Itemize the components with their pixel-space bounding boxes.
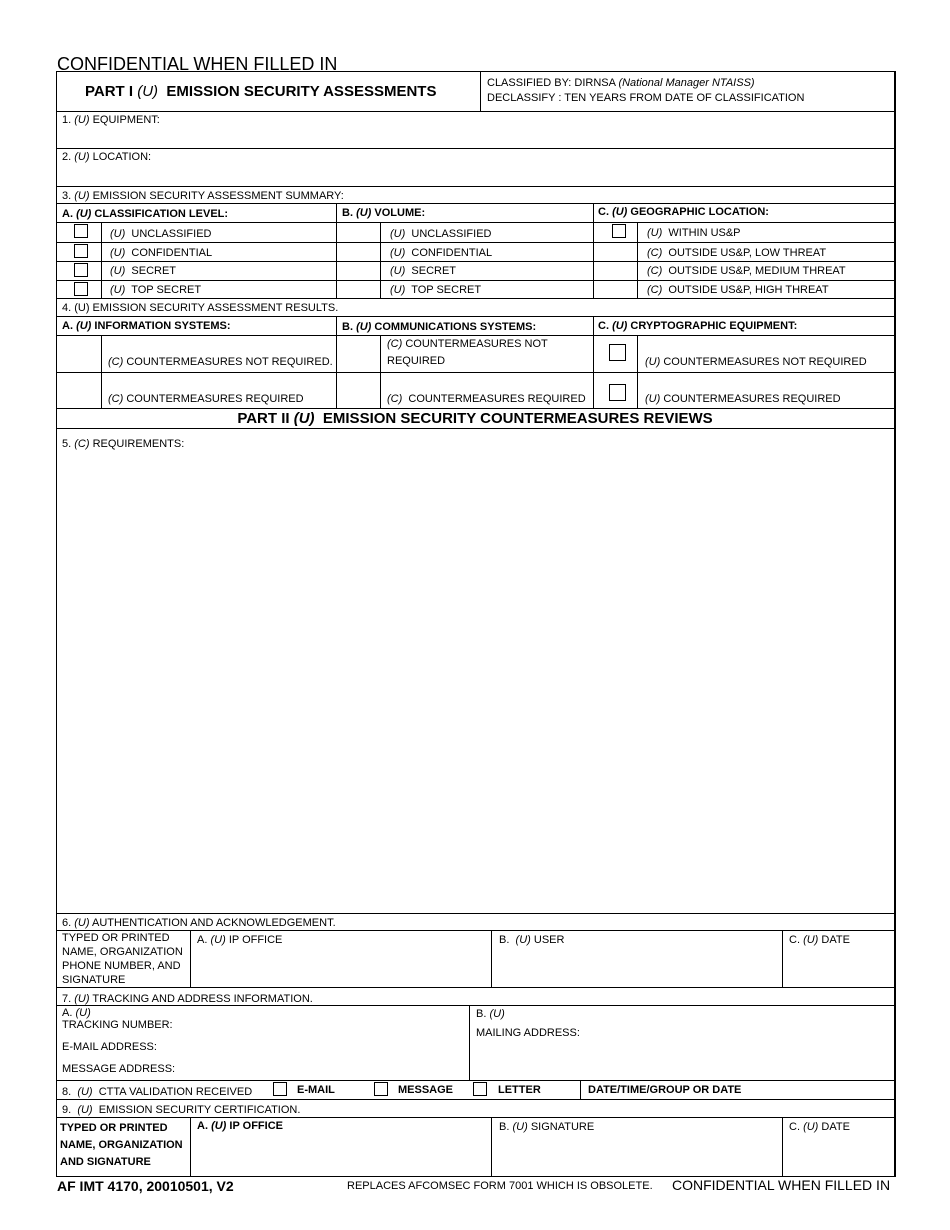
classification-secret-checkbox[interactable] (74, 263, 88, 277)
rule (469, 1005, 470, 1080)
classification-option: (U) CONFIDENTIAL (110, 247, 213, 259)
auth-left-label: TYPED OR PRINTED (62, 932, 170, 944)
rule (56, 242, 896, 243)
ctta-letter-checkbox[interactable] (473, 1082, 487, 1096)
declassify-note: DECLASSIFY : TEN YEARS FROM DATE OF CLASSIFICATION (487, 92, 805, 104)
bottom-classification-marking: CONFIDENTIAL WHEN FILLED IN (672, 1177, 891, 1193)
crypto-not-required-checkbox[interactable] (609, 344, 626, 361)
rule (380, 222, 381, 298)
message-address-label: MESSAGE ADDRESS: (62, 1063, 176, 1075)
top-classification-marking: CONFIDENTIAL WHEN FILLED IN (57, 54, 338, 74)
requirements-area[interactable] (57, 455, 895, 913)
geographic-location-heading: C. (U) GEOGRAPHIC LOCATION: (598, 206, 769, 218)
rule (56, 148, 896, 149)
ctta-dtg-label: DATE/TIME/GROUP OR DATE (588, 1084, 742, 1096)
rule (56, 1117, 896, 1118)
classified-by: CLASSIFIED BY: DIRNSA (National Manager NTAISS) (487, 77, 755, 89)
geographic-option: (C) OUTSIDE US&P, HIGH THREAT (647, 284, 829, 296)
tracking-title: 7. (U) TRACKING AND ADDRESS INFORMATION. (62, 993, 313, 1005)
classification-top-secret-checkbox[interactable] (74, 282, 88, 296)
part1-title: PART I (U) EMISSION SECURITY ASSESSMENTS (85, 83, 437, 100)
rule (190, 1117, 191, 1177)
classification-option: (U) UNCLASSIFIED (110, 228, 212, 240)
rule (56, 1080, 896, 1081)
rule (56, 316, 896, 317)
cert-ip-office-label: A. (U) IP OFFICE (197, 1120, 283, 1132)
cert-date-label: C. (U) DATE (789, 1121, 850, 1133)
crypto-heading: C. (U) CRYPTOGRAPHIC EQUIPMENT: (598, 320, 798, 332)
requirements-label: 5. (C) REQUIREMENTS: (62, 438, 185, 450)
rule (56, 298, 896, 299)
rule (190, 930, 191, 987)
volume-heading: B. (U) VOLUME: (342, 207, 426, 219)
auth-left-label: NAME, ORGANIZATION (62, 946, 183, 958)
cert-title: 9. (U) EMISSION SECURITY CERTIFICATION. (62, 1104, 301, 1116)
comm-not-required: (C) COUNTERMEASURES NOT (387, 338, 548, 350)
rule (56, 222, 896, 223)
classification-unclassified-checkbox[interactable] (74, 224, 88, 238)
rule (56, 335, 896, 336)
crypto-required: (U) COUNTERMEASURES REQUIRED (645, 393, 841, 405)
rule (101, 335, 102, 408)
tracking-number-label: TRACKING NUMBER: (62, 1019, 173, 1031)
part2-title: PART II (U) EMISSION SECURITY COUNTERMEASURES REVIEWS (237, 410, 713, 427)
rule (56, 280, 896, 281)
auth-left-label: SIGNATURE (62, 974, 126, 986)
comm-systems-heading: B. (U) COMMUNICATIONS SYSTEMS: (342, 321, 537, 333)
geographic-option: (C) OUTSIDE US&P, MEDIUM THREAT (647, 265, 846, 277)
crypto-required-checkbox[interactable] (609, 384, 626, 401)
ctta-email-checkbox[interactable] (273, 1082, 287, 1096)
rule (782, 1117, 783, 1177)
classification-option: (U) TOP SECRET (110, 284, 202, 296)
location-label: 2. (U) LOCATION: (62, 151, 152, 163)
crypto-not-required: (U) COUNTERMEASURES NOT REQUIRED (645, 356, 867, 368)
equipment-label: 1. (U) EQUIPMENT: (62, 114, 160, 126)
tracking-a-label: A. (U) (62, 1007, 91, 1019)
summary-label: 3. (U) EMISSION SECURITY ASSESSMENT SUMMARY: (62, 190, 344, 202)
rule (637, 222, 638, 298)
rule (491, 1117, 492, 1177)
ctta-message-checkbox[interactable] (374, 1082, 388, 1096)
rule (56, 987, 896, 988)
form-id: AF IMT 4170, 20010501, V2 (57, 1178, 234, 1194)
email-address-label: E-MAIL ADDRESS: (62, 1041, 157, 1053)
cert-left-label: TYPED OR PRINTED (60, 1122, 168, 1134)
rule (56, 372, 896, 373)
info-not-required: (C) COUNTERMEASURES NOT REQUIRED. (108, 356, 333, 368)
classification-level-heading: A. (U) CLASSIFICATION LEVEL: (62, 208, 229, 220)
auth-title: 6. (U) AUTHENTICATION AND ACKNOWLEDGEMENT. (62, 917, 336, 929)
comm-not-required-cont: REQUIRED (387, 355, 446, 367)
info-systems-heading: A. (U) INFORMATION SYSTEMS: (62, 320, 231, 332)
mailing-address-label: MAILING ADDRESS: (476, 1027, 580, 1039)
auth-ip-office-label: A. (U) IP OFFICE (197, 934, 283, 946)
rule (56, 1005, 896, 1006)
rule (56, 261, 896, 262)
ctta-email-label: E-MAIL (297, 1084, 335, 1096)
auth-date-label: C. (U) DATE (789, 934, 850, 946)
cert-left-label: NAME, ORGANIZATION (60, 1139, 183, 1151)
volume-option: (U) TOP SECRET (390, 284, 482, 296)
tracking-b-label: B. (U) (476, 1008, 505, 1020)
rule (56, 1099, 896, 1100)
rule (782, 930, 783, 987)
rule (56, 186, 896, 187)
rule (56, 428, 896, 429)
classification-option: (U) SECRET (110, 265, 177, 277)
header-divider (480, 71, 481, 111)
geographic-within-usp-checkbox[interactable] (612, 224, 626, 238)
rule (56, 203, 896, 204)
rule (101, 222, 102, 298)
rule (56, 930, 896, 931)
rule (593, 316, 594, 408)
rule (56, 913, 896, 914)
cert-signature-label: B. (U) SIGNATURE (499, 1121, 595, 1133)
geographic-option: (C) OUTSIDE US&P, LOW THREAT (647, 247, 827, 259)
volume-option: (U) SECRET (390, 265, 457, 277)
comm-required: (C) COUNTERMEASURES REQUIRED (387, 393, 586, 405)
results-title: 4. (U) EMISSION SECURITY ASSESSMENT RESULTS. (62, 302, 339, 314)
auth-left-label: PHONE NUMBER, AND (62, 960, 181, 972)
rule (580, 1080, 581, 1099)
replaces-note: REPLACES AFCOMSEC FORM 7001 WHICH IS OBSOLETE. (347, 1180, 653, 1192)
rule (336, 203, 337, 298)
volume-option: (U) UNCLASSIFIED (390, 228, 492, 240)
rule (56, 111, 896, 112)
volume-option: (U) CONFIDENTIAL (390, 247, 493, 259)
classification-confidential-checkbox[interactable] (74, 244, 88, 258)
rule (637, 335, 638, 408)
ctta-title: 8. (U) CTTA VALIDATION RECEIVED (62, 1086, 253, 1098)
rule (380, 335, 381, 408)
rule (593, 203, 594, 298)
cert-left-label: AND SIGNATURE (60, 1156, 151, 1168)
rule (336, 316, 337, 408)
geographic-option: (U) WITHIN US&P (647, 227, 741, 239)
auth-user-label: B. (U) USER (499, 934, 565, 946)
info-required: (C) COUNTERMEASURES REQUIRED (108, 393, 304, 405)
ctta-letter-label: LETTER (498, 1084, 541, 1096)
rule (491, 930, 492, 987)
rule (56, 408, 896, 409)
ctta-message-label: MESSAGE (398, 1084, 454, 1096)
